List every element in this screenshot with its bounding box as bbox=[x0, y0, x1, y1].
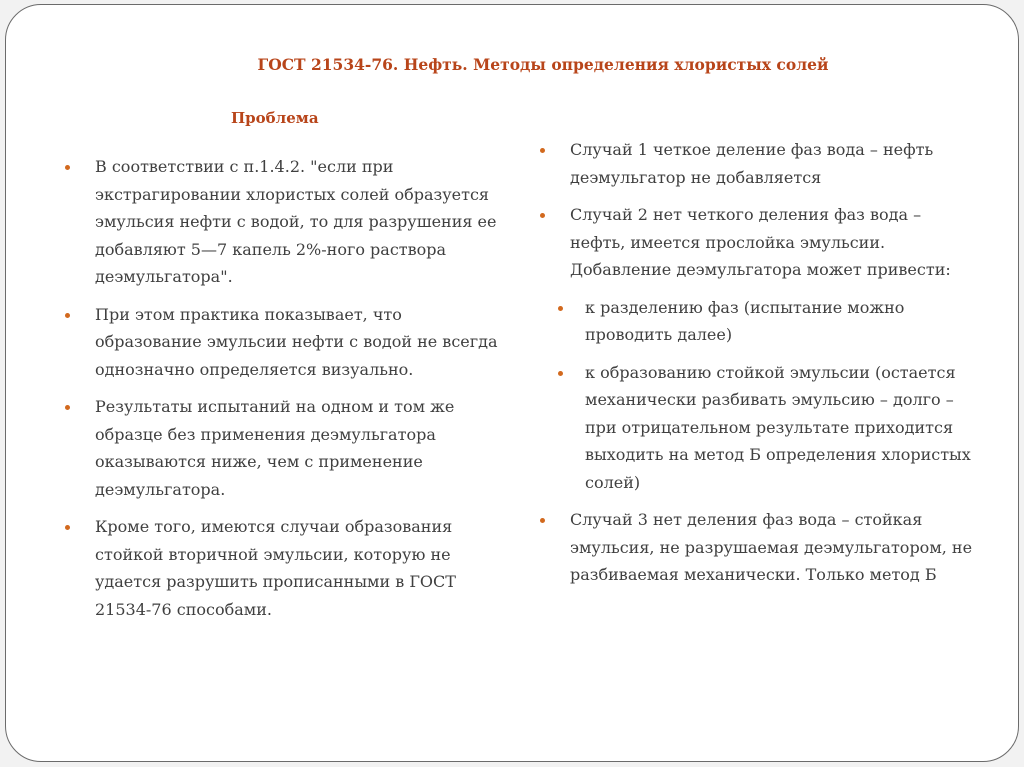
bullet-icon bbox=[65, 313, 70, 318]
slide-title: ГОСТ 21534-76. Нефть. Методы определения хлористых солей bbox=[257, 55, 829, 74]
list-item bbox=[538, 201, 978, 284]
bullet-icon bbox=[540, 213, 545, 218]
list-item-text: Кроме того, имеются случаи образования стойкой вторичной эмульсии, которую не удается разрушить прописанными в ГОСТ 21534-76 способами. bbox=[95, 517, 456, 619]
bullet-icon bbox=[540, 148, 545, 153]
list-item-text: к образованию стойкой эмульсии (остается механически разбивать эмульсию – долго – при отрицательном результате приходится выходить на метод Б определения хлористых солей) bbox=[585, 362, 971, 492]
bullet-icon bbox=[65, 525, 70, 530]
sub-list-item bbox=[538, 359, 978, 497]
bullet-icon bbox=[540, 518, 545, 523]
list-item-text: Результаты испытаний на одном и том же образце без применения деэмульгатора оказываются ниже, чем с применение деэмульгатора. bbox=[95, 397, 455, 499]
bullet-icon bbox=[65, 165, 70, 170]
bullet-icon bbox=[65, 405, 70, 410]
list-item bbox=[538, 506, 978, 589]
list-item-text: Случай 1 четкое деление фаз вода – нефть деэмульгатор не добавляется bbox=[570, 140, 934, 187]
list-item-text: Случай 2 нет четкого деления фаз вода – нефть, имеется прослойка эмульсии. Добавление деэмульгатора может привести: bbox=[570, 205, 951, 279]
sub-list-item bbox=[538, 294, 978, 349]
right-column-list bbox=[538, 136, 978, 599]
bullet-icon bbox=[558, 371, 563, 376]
section-subtitle: Проблема bbox=[231, 109, 319, 127]
list-item-text: При этом практика показывает, что образование эмульсии нефти с водой не всегда однозначно определяется визуально. bbox=[95, 304, 498, 379]
list-item-text: В соответствии с п.1.4.2. "если при экстрагировании хлористых солей образуется эмульсия нефти с водой, то для разрушения ее добавляют 5—7 капель 2%-ного раствора деэмульгатора". bbox=[95, 157, 497, 286]
bullet-icon bbox=[558, 306, 563, 311]
list-item bbox=[63, 153, 503, 291]
list-item bbox=[538, 136, 978, 191]
list-item bbox=[63, 301, 503, 384]
list-item bbox=[63, 393, 503, 503]
list-item-text: Случай 3 нет деления фаз вода – стойкая эмульсия, не разрушаемая деэмульгатором, не разбиваемая механически. Только метод Б bbox=[570, 510, 973, 584]
list-item bbox=[63, 513, 503, 623]
slide bbox=[5, 4, 1019, 762]
left-column-list bbox=[63, 153, 503, 633]
list-item-text: к разделению фаз (испытание можно проводить далее) bbox=[585, 297, 905, 344]
